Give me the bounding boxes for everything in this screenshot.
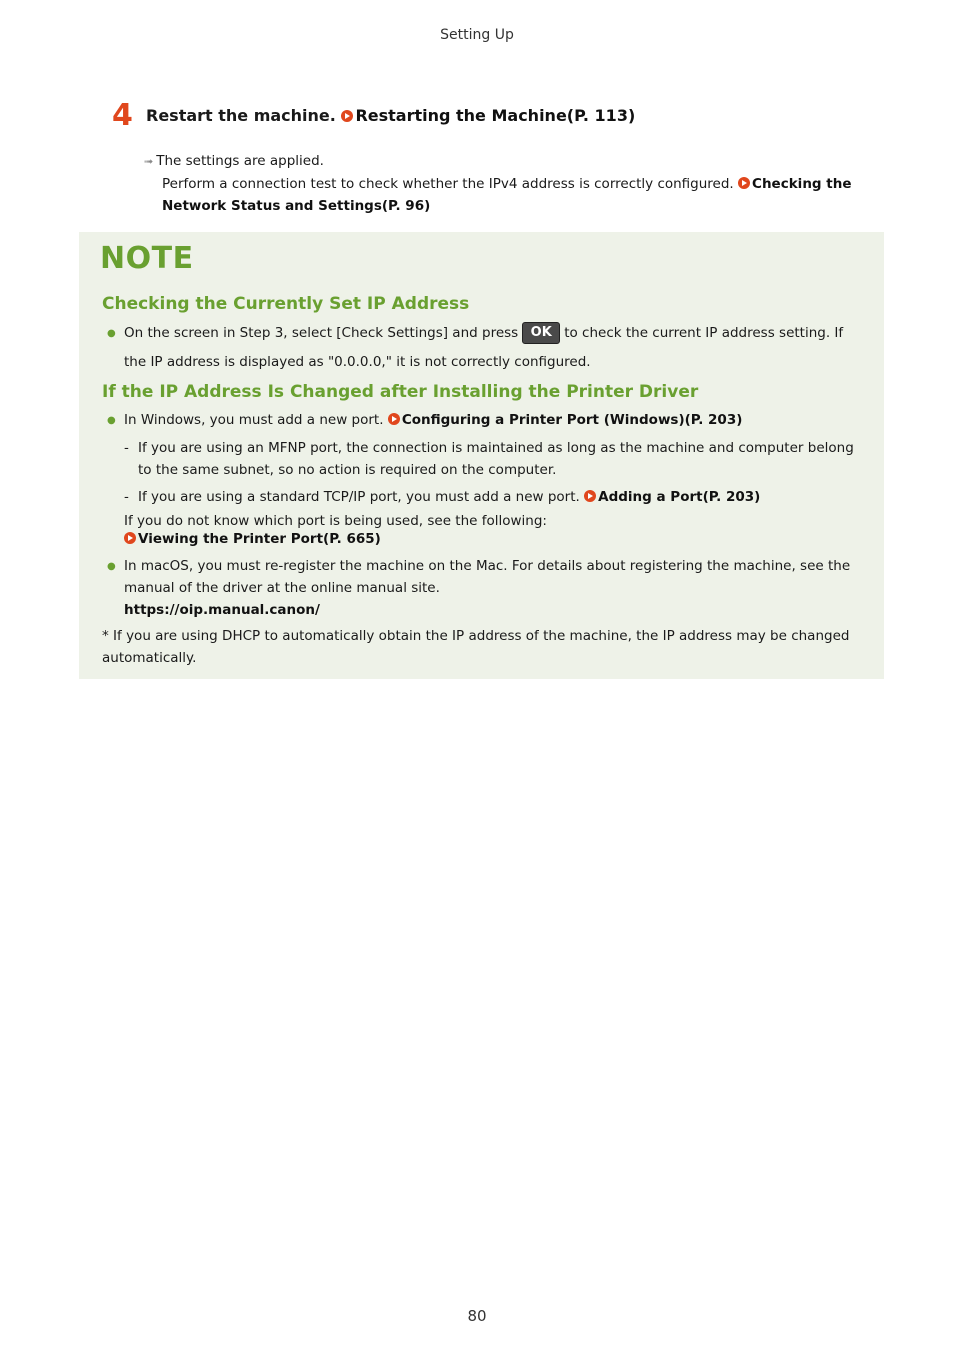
- dhcp-footnote: * If you are using DHCP to automatically obtain the IP address of the machine, the IP address may be changed automatically.: [102, 628, 850, 666]
- page-header: Setting Up: [440, 27, 514, 43]
- result-text: The settings are applied.: [156, 153, 324, 169]
- step-number: 4: [112, 98, 133, 133]
- step-title: [146, 104, 635, 128]
- step-result: [144, 150, 864, 217]
- restarting-machine-link[interactable]: Restarting the Machine(P. 113): [341, 106, 635, 125]
- checking-network-status-link[interactable]: Checking the Network Status and Settings(P. 96): [162, 176, 852, 214]
- windows-text: In Windows, you must add a new port. Configuring a Printer Port (Windows)(P. 203): [124, 412, 743, 428]
- ok-button-icon: OK: [522, 322, 560, 344]
- dash-marker: -: [124, 489, 129, 505]
- online-manual-url-link[interactable]: https://oip.manual.canon/: [124, 602, 320, 618]
- mfnp-port-text: If you are using an MFNP port, the connection is maintained as long as the machine and computer belong to the same subnet, so no action is required on the computer.: [138, 440, 854, 478]
- bullet-icon: ●: [107, 415, 116, 426]
- check-settings-text-line2: the IP address is displayed as "0.0.0.0," it is not correctly configured.: [124, 354, 591, 370]
- step-title-text: Restart the machine.: [146, 106, 336, 125]
- viewing-printer-port-link[interactable]: Viewing the Printer Port(P. 665): [124, 531, 381, 547]
- link-arrow-icon: [388, 413, 400, 425]
- link-arrow-icon: [124, 532, 136, 544]
- note-heading-ip-changed: If the IP Address Is Changed after Installing the Printer Driver: [102, 382, 699, 402]
- note-heading-check-ip: Checking the Currently Set IP Address: [102, 294, 470, 314]
- adding-port-link[interactable]: Adding a Port(P. 203): [584, 489, 760, 505]
- check-settings-text: On the screen in Step 3, select [Check Settings] and press OK to check the current IP address setting. If: [124, 322, 864, 344]
- port-unknown-text: If you do not know which port is being used, see the following: Viewing the Printer Port(P. 665): [124, 513, 547, 547]
- result-body-text: Perform a connection test to check whether the IPv4 address is correctly configured.: [162, 176, 734, 192]
- bullet-icon: ●: [107, 328, 116, 339]
- configuring-printer-port-link[interactable]: Configuring a Printer Port (Windows)(P. 203): [388, 412, 743, 428]
- link-arrow-icon: [738, 177, 750, 189]
- note-title: NOTE: [100, 241, 194, 276]
- result-arrow-icon: ➟: [144, 155, 154, 168]
- link-arrow-icon: [584, 490, 596, 502]
- page-number: 80: [467, 1307, 487, 1325]
- dash-marker: -: [124, 440, 129, 456]
- tcpip-port-text: If you are using a standard TCP/IP port, you must add a new port. Adding a Port(P. 203): [138, 489, 761, 505]
- macos-text: In macOS, you must re-register the machine on the Mac. For details about registering the machine, see the manual of the driver at the online manual site. https://oip.manual.canon/: [124, 558, 851, 618]
- link-arrow-icon: [341, 110, 353, 122]
- bullet-icon: ●: [107, 561, 116, 572]
- note-box: [79, 232, 884, 679]
